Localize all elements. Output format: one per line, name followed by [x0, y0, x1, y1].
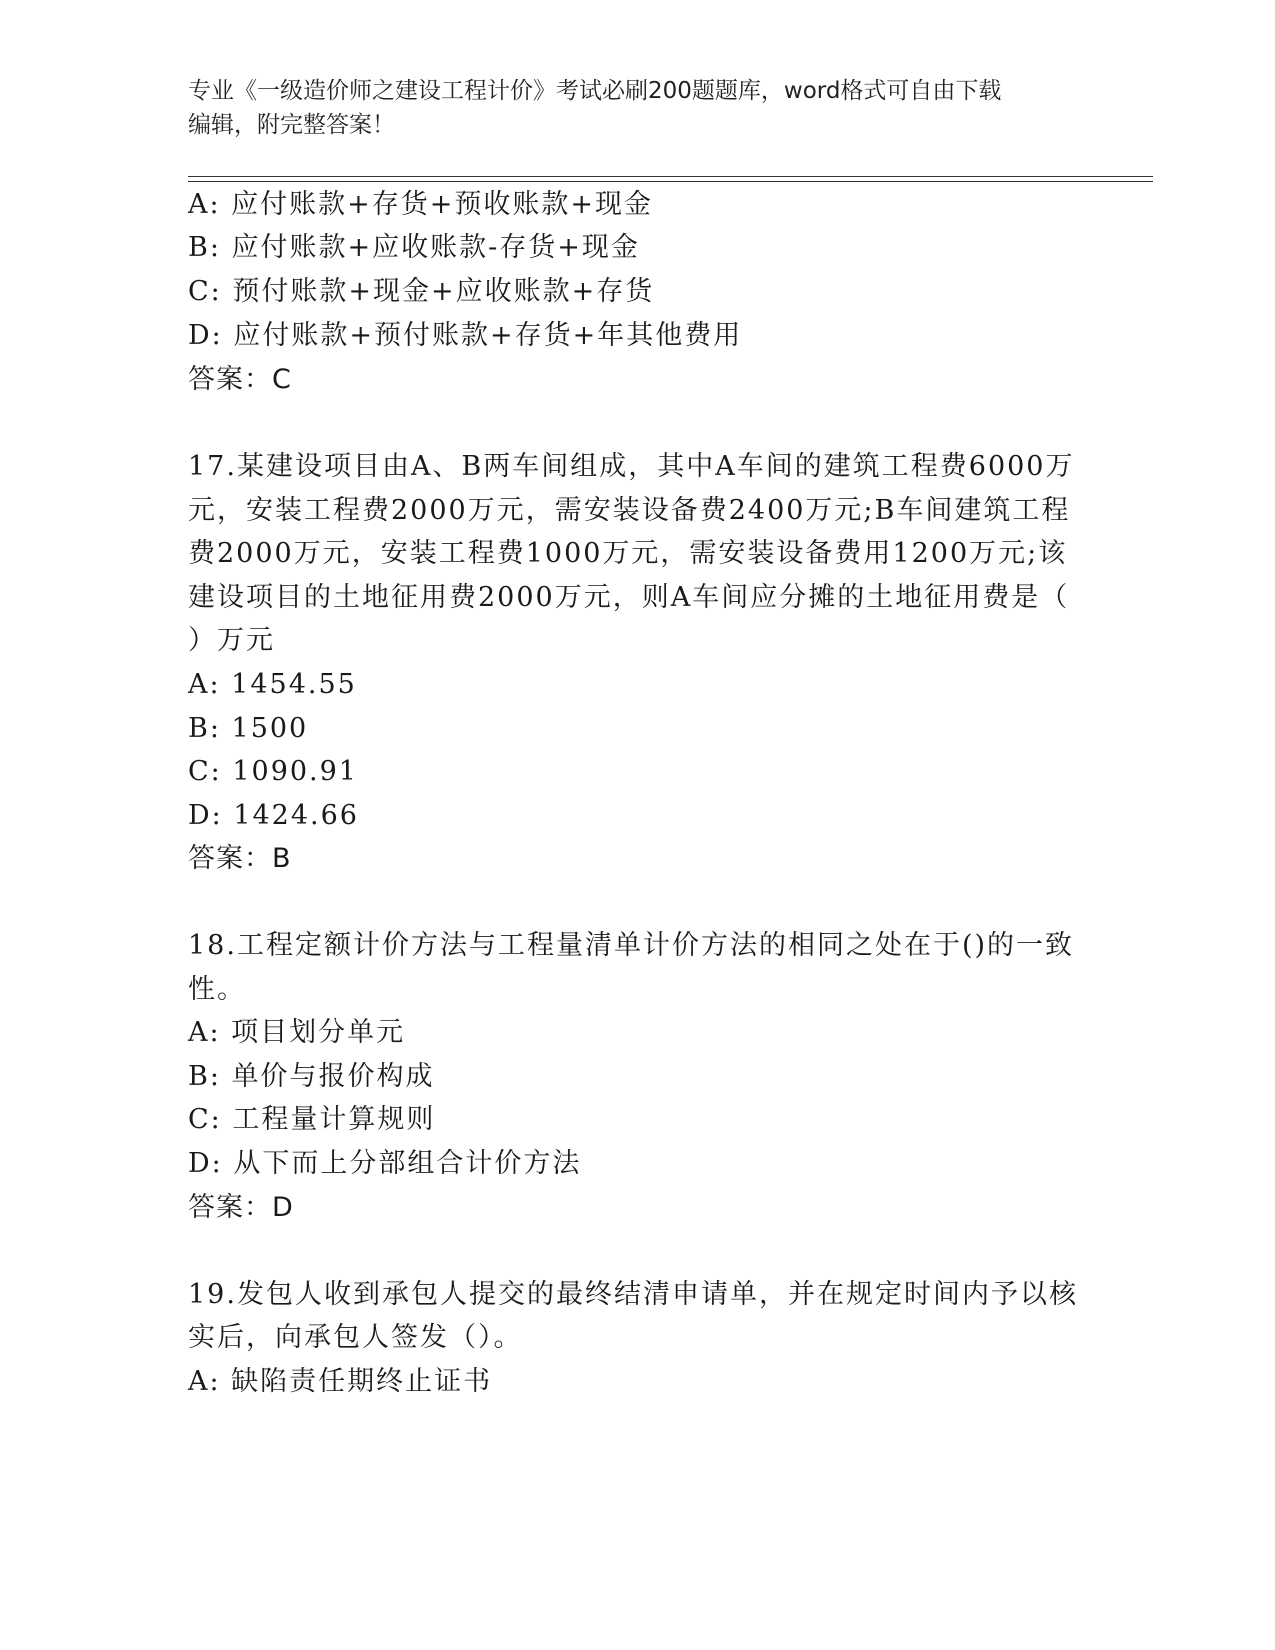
header-title-line-2: 编辑，附完整答案！ — [188, 112, 395, 138]
q16-option-b: B: 应付账款+应收账款-存货+现金 — [188, 232, 640, 263]
q16-option-d: D: 应付账款+预付账款+存货+年其他费用 — [188, 320, 743, 351]
q17-option-d: D: 1424.66 — [188, 800, 359, 831]
q18-stem-line-1: 18.工程定额计价方法与工程量清单计价方法的相同之处在于()的一致 — [188, 930, 1075, 961]
q19-option-a: A: 缺陷责任期终止证书 — [188, 1366, 493, 1397]
q18-option-c: C: 工程量计算规则 — [188, 1104, 436, 1135]
q17-option-a: A: 1454.55 — [188, 669, 357, 700]
q19-stem-line-2: 实后，向承包人签发（）。 — [188, 1322, 523, 1353]
q16-option-c: C: 预付账款+现金+应收账款+存货 — [188, 276, 655, 307]
q17-stem-line-5: ）万元 — [188, 625, 275, 656]
q16-option-a: A: 应付账款+存货+预收账款+现金 — [188, 189, 654, 220]
q19-stem-line-1: 19.发包人收到承包人提交的最终结清申请单，并在规定时间内予以核 — [188, 1279, 1078, 1310]
q16-answer: 答案：C — [188, 364, 292, 395]
q17-option-b: B: 1500 — [188, 713, 309, 744]
q18-answer: 答案：D — [188, 1192, 294, 1223]
document-header — [188, 74, 1068, 142]
q18-stem-line-2: 性。 — [188, 974, 246, 1005]
q18-option-d: D: 从下而上分部组合计价方法 — [188, 1148, 582, 1179]
q17-stem-line-2: 元，安装工程费2000万元，需安装设备费2400万元;B车间建筑工程 — [188, 495, 1071, 526]
header-divider-top — [188, 176, 1153, 177]
q17-stem-line-3: 费2000万元，安装工程费1000万元，需安装设备费用1200万元;该 — [188, 538, 1068, 569]
q17-stem-line-4: 建设项目的土地征用费2000万元，则A车间应分摊的土地征用费是（ — [188, 582, 1070, 613]
header-title-line-1: 专业《一级造价师之建设工程计价》考试必刷200题题库，word格式可自由下载 — [188, 78, 1002, 104]
q17-stem-line-1: 17.某建设项目由A、B两车间组成，其中A车间的建筑工程费6000万 — [188, 451, 1075, 482]
q17-answer: 答案：B — [188, 843, 292, 874]
q18-option-a: A: 项目划分单元 — [188, 1017, 406, 1048]
q18-option-b: B: 单价与报价构成 — [188, 1061, 435, 1092]
q17-option-c: C: 1090.91 — [188, 756, 358, 787]
